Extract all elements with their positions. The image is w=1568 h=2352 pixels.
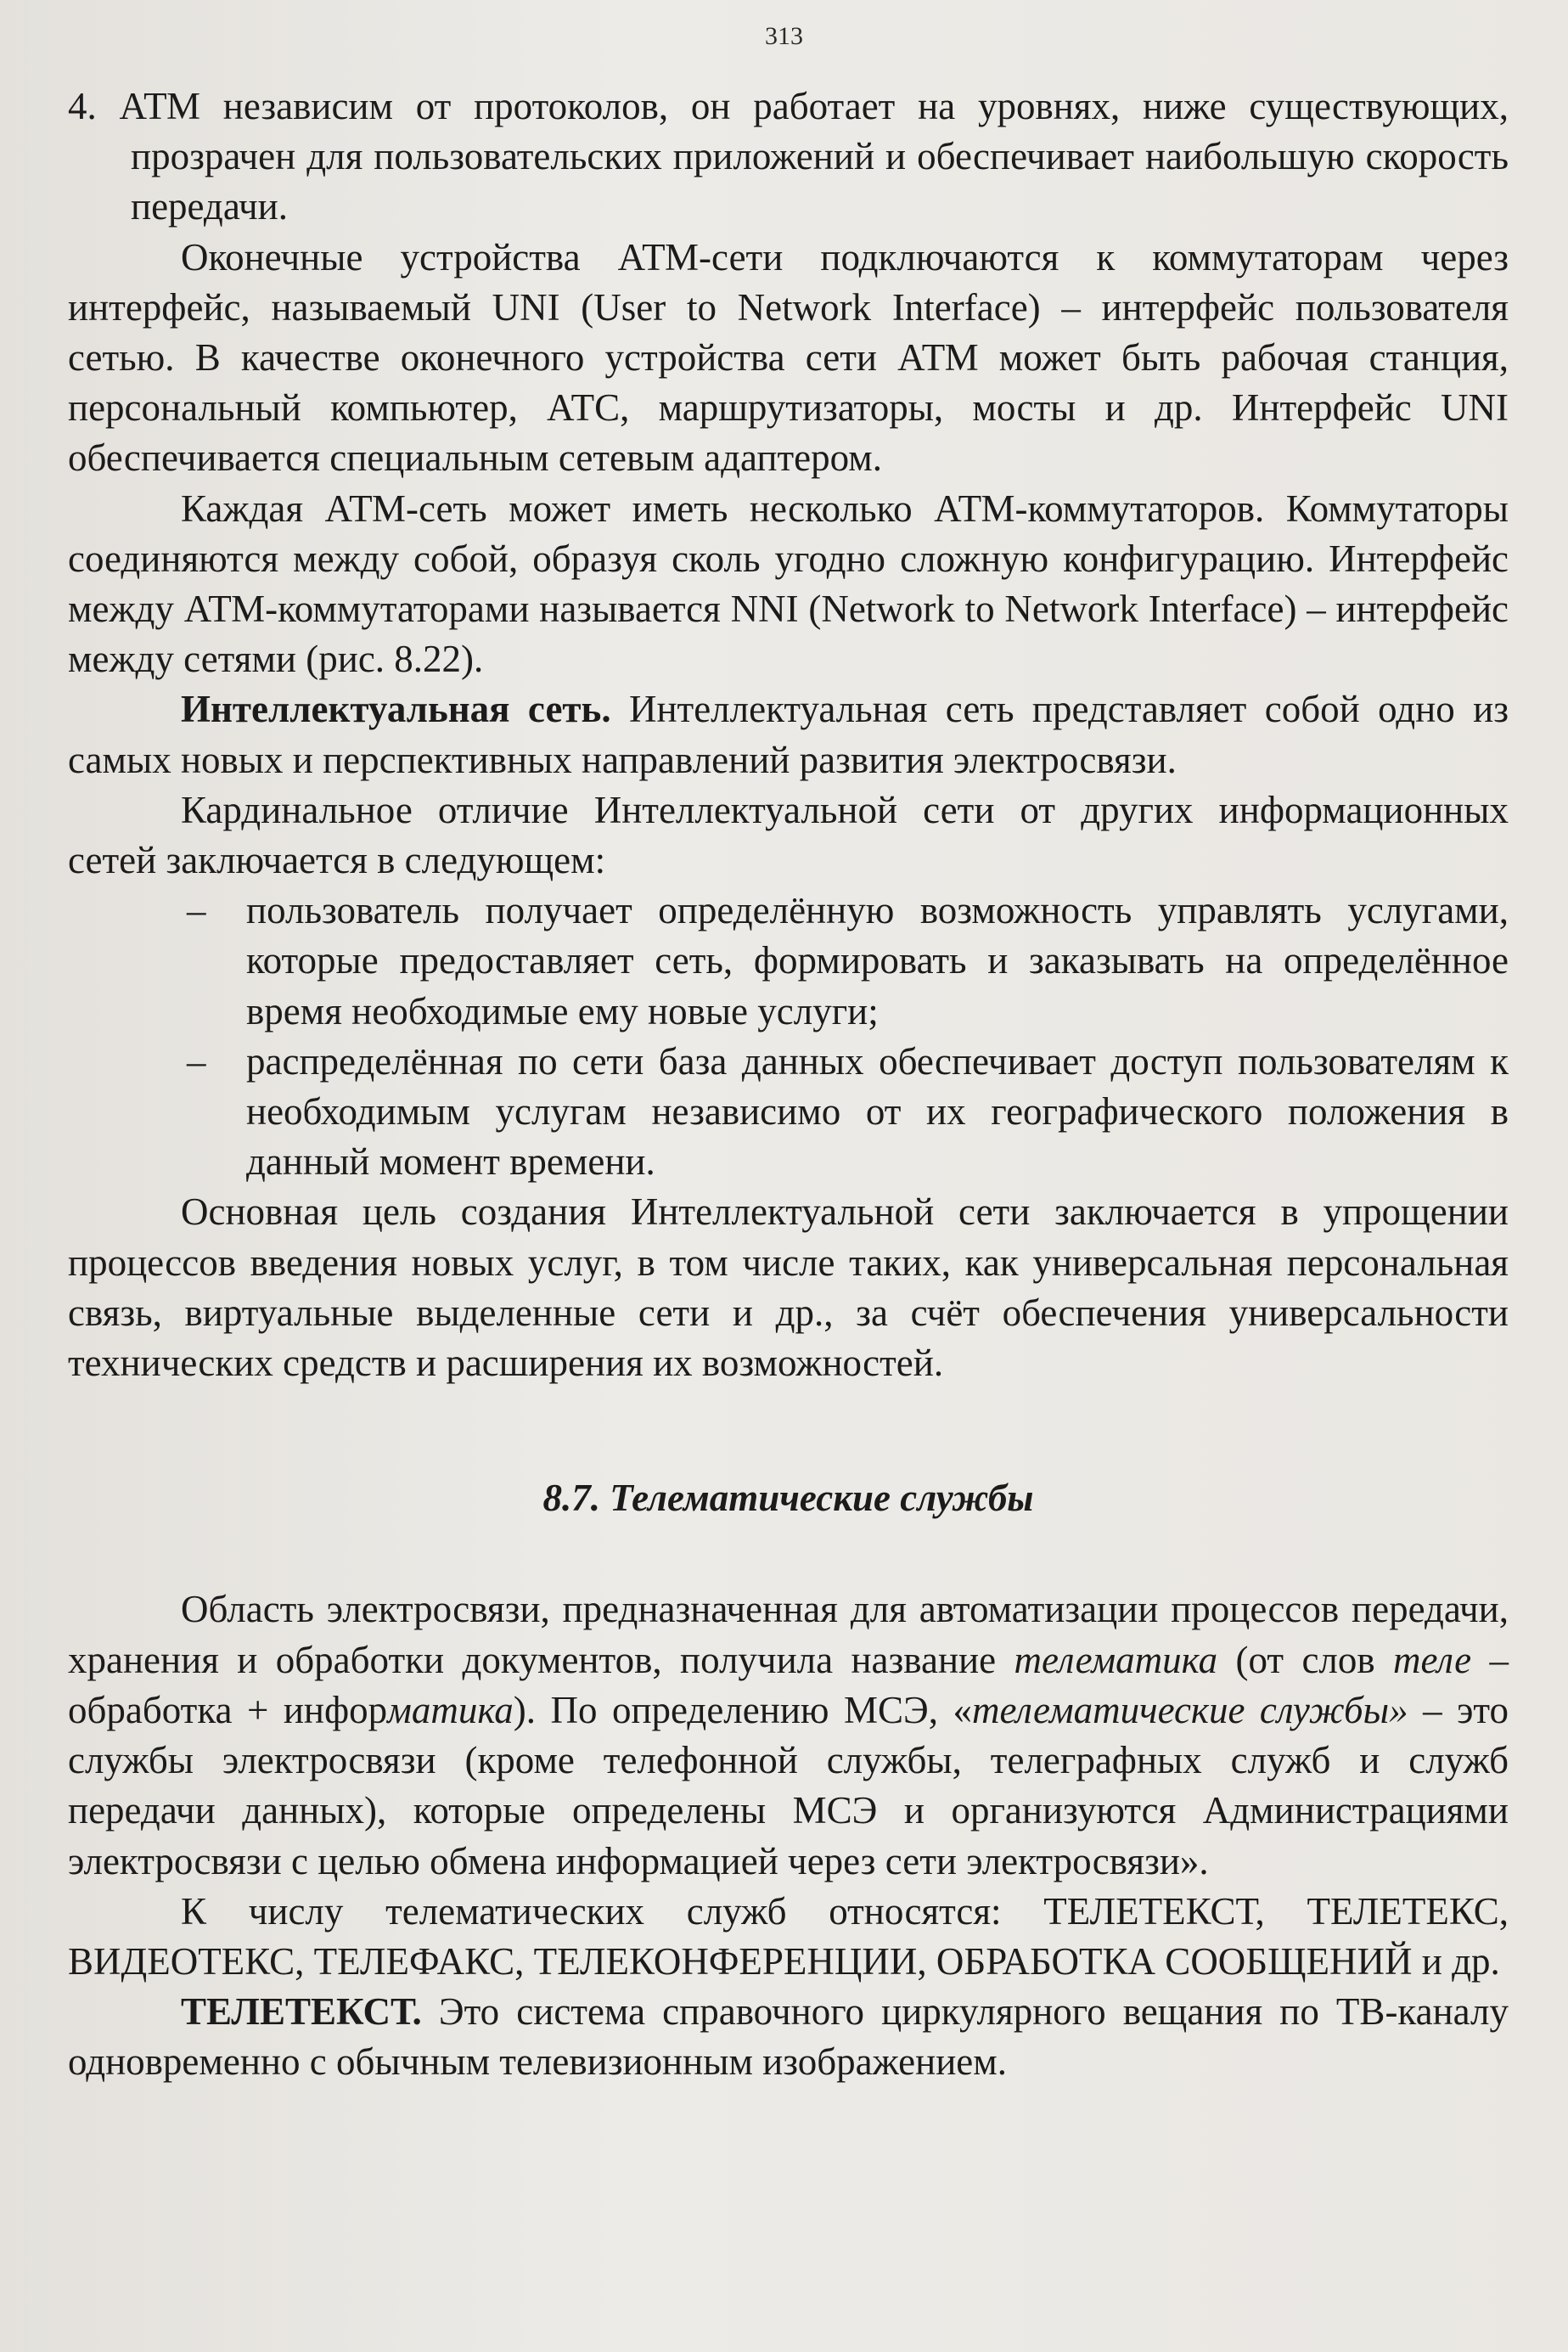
list-item [68,886,1509,1037]
paragraph-text: Интеллектуальная сеть представляет собой одно из самых новых и перспективных направлений развития электросвязи. [68,688,1509,781]
dash-marker: – [187,889,206,932]
paragraph-intelligent-network [68,684,1509,785]
text-run: Область электросвязи, предназначенная для автоматизации процессов передачи, хранения и обработки документов, получила название [68,1588,1509,1681]
section-spacer [68,1388,1509,1473]
term-matika: матика [387,1688,514,1731]
paragraph-text: Это система справочного циркулярного вещания по ТВ-каналу одновременно с обычным телевизионным изображением. [68,1990,1509,2084]
text-run: ). По определению МСЭ, « [513,1688,972,1731]
term-tele: теле [1393,1638,1472,1681]
term-teletext: ТЕЛЕТЕКСТ. [181,1990,422,2034]
section-gap [68,1523,1509,1584]
paragraph-difference: Кардинальное отличие Интеллектуальной сети от других информационных сетей заключается в следующем: [68,788,1509,882]
list-item-text: распределённая по сети база данных обеспечивает доступ пользователям к необходимым услугам независимо от их географического положения в данный момент времени. [246,1039,1509,1184]
paragraph-atm-terminals: Оконечные устройства АТМ-сети подключаются к коммутаторам через интерфейс, называемый UNI (User to Network Interface) – интерфейс пользователя сетью. В качестве оконечного устройства сети АТМ может быть рабочая станция, персональный компьютер, АТС, маршрутизаторы, мосты и др. Интерфейс UNI обеспечивается специальным сетевым адаптером. [68,235,1509,480]
term-telematics: телематика [1014,1638,1218,1681]
text-run: – это службы электросвязи (кроме телефонной службы, телеграфных служб и служб передачи данных), которые определены МСЭ и организуются Администрациями электросвязи с целью обмена информацией через сети электросвязи». [68,1688,1509,1882]
section-heading: 8.7. Телематические службы [542,1477,1034,1520]
term-intelligent-network: Интеллектуальная сеть. [181,688,611,731]
paragraph-teletext [68,1987,1509,2087]
page-body [68,82,1509,2088]
text-run: – обработка + инфор [68,1638,1509,1731]
paragraph-atm-switches: Каждая АТМ-сеть может иметь несколько АТМ-коммутаторов. Коммутаторы соединяются между собой, образуя сколь угодно сложную конфигурацию. Интерфейс между АТМ-коммутаторами называется NNI (Network to Network Interface) – интерфейс между сетями (рис. 8.22). [68,487,1509,681]
page-number: 313 [765,22,803,50]
paragraph-services-list: К числу телематических служб относятся: ТЕЛЕТЕКСТ, ТЕЛЕТЕКС, ВИДЕОТЕКС, ТЕЛЕФАКС, ТЕЛЕКОНФЕРЕНЦИИ, ОБРАБОТКА СООБЩЕНИЙ и др. [68,1889,1509,1983]
paragraph-telematics [68,1584,1509,1886]
list-item [68,1037,1509,1188]
dash-marker: – [187,1039,206,1083]
paragraph-main-goal: Основная цель создания Интеллектуальной сети заключается в упрощении процессов введения новых услуг, в том числе таких, как универсальная персональная связь, виртуальные выделенные сети и др., за счёт обеспечения универсальности технических средств и расширения их возможностей. [68,1190,1509,1385]
term-telematic-services: телематические службы» [971,1688,1408,1731]
list-item-text: пользователь получает определённую возможность управлять услугами, которые предоставляет сеть, формировать и заказывать на определённое время необходимые ему новые услуги; [246,889,1509,1033]
list-item-4: 4. АТМ независим от протоколов, он работает на уровнях, ниже существующих, прозрачен для пользовательских приложений и обеспечивает наибольшую скорость передачи. [68,85,1509,228]
text-run: (от слов [1217,1638,1394,1681]
